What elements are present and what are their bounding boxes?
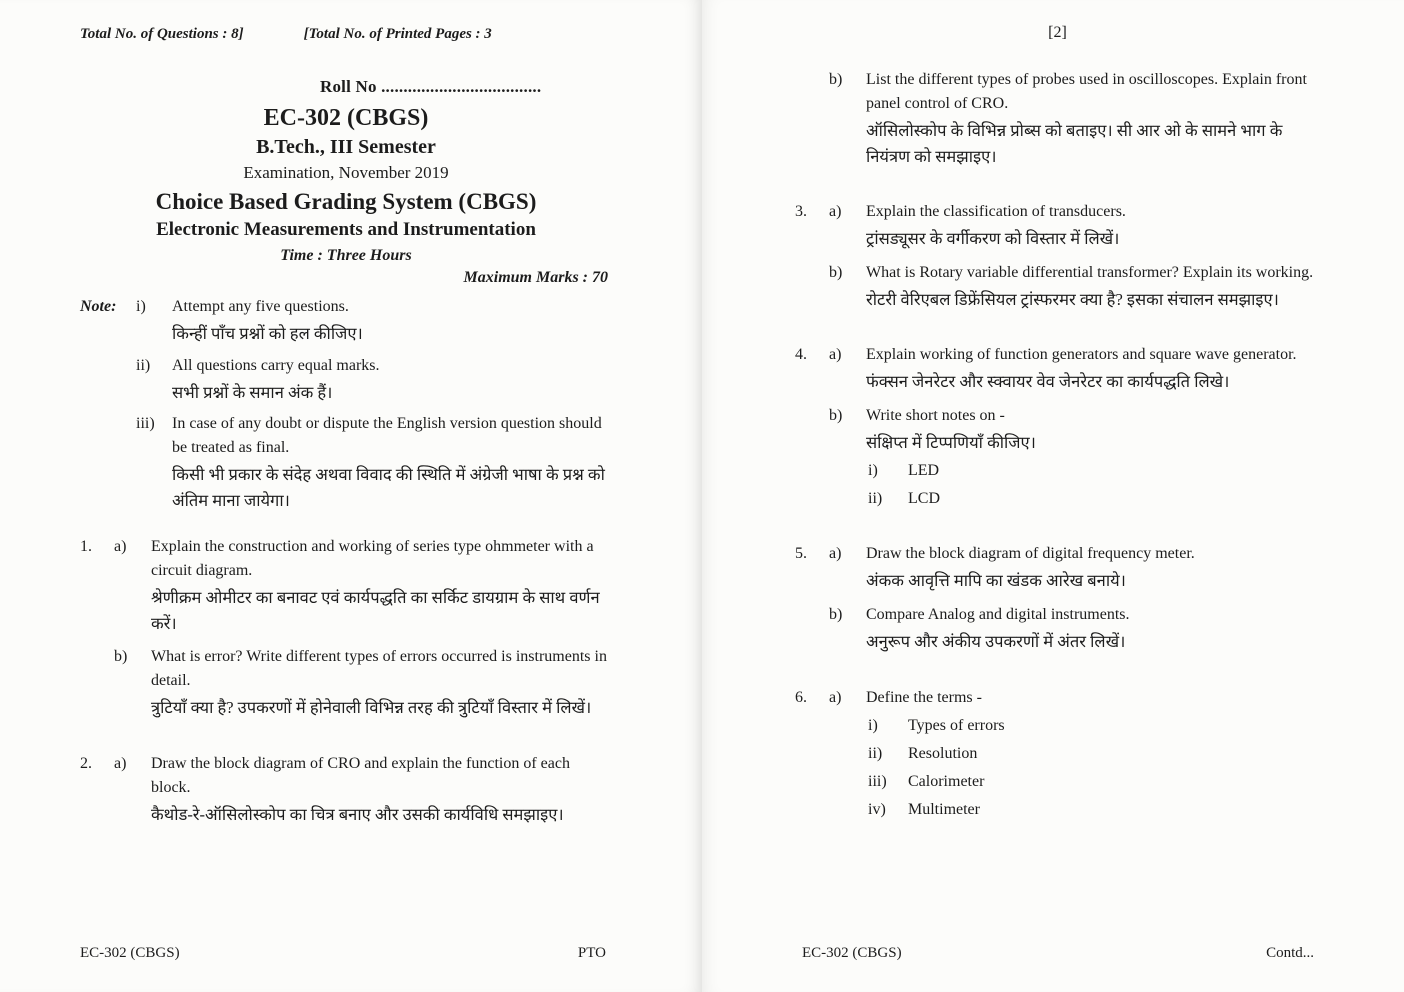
total-printed-pages-label: [Total No. of Printed Pages : 3 [303, 26, 492, 42]
question-text-hi: कैथोड-रे-ऑसिलोस्कोप का चित्र बनाए और उसकी कार्यविधि समझाइए। [151, 804, 564, 824]
sub-item [866, 798, 1320, 822]
question-3 [795, 200, 1320, 321]
part-letter: b) [829, 263, 843, 281]
question-text-en: List the different types of probes used in oscilloscopes. Explain front panel control of CRO. [866, 71, 1307, 112]
question-number: 5. [795, 545, 807, 563]
sub-item-number: iii) [868, 772, 887, 790]
sub-items [866, 714, 1320, 822]
sub-item-number: i) [868, 716, 878, 734]
footer-pto: PTO [577, 945, 606, 961]
question-number: 3. [795, 203, 807, 221]
part-letter: a) [829, 545, 842, 563]
question-text-en: Define the terms - [866, 688, 982, 706]
part-letter: b) [829, 605, 843, 623]
question-2 [80, 752, 612, 837]
question-text-hi: अनुरूप और अंकीय उपकरणों में अंतर लिखें। [866, 631, 1126, 651]
grading-scheme: Choice Based Grading System (CBGS) [155, 189, 537, 214]
sub-item-text: Types of errors [908, 716, 1005, 734]
total-questions-label: Total No. of Questions : 8] [80, 26, 244, 42]
question-part-a [829, 343, 1320, 395]
question-6 [795, 686, 1320, 831]
part-letter: a) [829, 688, 842, 706]
question-part-b [829, 404, 1320, 512]
question-part-b [114, 645, 612, 721]
exam-session: Examination, November 2019 [243, 163, 449, 182]
question-part-a [114, 535, 612, 636]
footer-paper-code: EC-302 (CBGS) [802, 945, 902, 961]
sub-item-text: LCD [908, 490, 940, 508]
question-text-en: Write short notes on - [866, 406, 1005, 424]
note-text-en: All questions carry equal marks. [172, 356, 380, 374]
question-number: 4. [795, 346, 807, 364]
question-1 [80, 535, 612, 730]
question-text-hi: श्रेणीक्रम ओमीटर का बनावट एवं कार्यपद्धति का सर्किट डायग्राम के साथ वर्णन करें। [151, 588, 600, 633]
question-part-a [829, 200, 1320, 252]
note-section [80, 295, 612, 513]
page1-footer [0, 945, 702, 962]
question-text-en: What is error? Write different types of errors occurred is instruments in detail. [151, 648, 607, 690]
sub-item-number: ii) [868, 490, 883, 508]
part-letter: a) [114, 538, 127, 556]
part-letter: a) [829, 203, 842, 221]
part-letter: b) [829, 71, 843, 88]
part-letter: a) [114, 754, 127, 772]
question-text-hi: फंक्सन जेनरेटर और स्क्वायर वेव जेनरेटर का कार्यपद्धति लिखे। [866, 372, 1230, 392]
page-2 [702, 0, 1404, 992]
note-label: Note: [80, 298, 117, 315]
question-number-spacer [795, 68, 829, 178]
question-part-a [829, 686, 1320, 822]
sub-item [866, 487, 1320, 511]
sub-item [866, 459, 1320, 483]
question-part-b [829, 68, 1320, 169]
page2-footer [702, 945, 1404, 962]
note-item-number: ii) [136, 356, 151, 374]
question-text-en: Draw the block diagram of digital frequency meter. [866, 545, 1195, 563]
question-text-en: Explain the classification of transducers. [866, 203, 1126, 221]
question-part-a [114, 752, 612, 828]
note-text-hi: किन्हीं पाँच प्रश्नों को हल कीजिए। [172, 324, 363, 343]
note-text-hi: किसी भी प्रकार के संदेह अथवा विवाद की स्थिति में अंग्रेजी भाषा के प्रश्न को अंतिम माना जायेगा। [172, 465, 605, 510]
note-item [136, 295, 612, 347]
sub-item-text: Resolution [908, 744, 978, 762]
sub-item-number: iv) [868, 800, 886, 818]
sub-item-text: Calorimeter [908, 772, 985, 790]
question-text-hi: ऑसिलोस्कोप के विभिन्न प्रोब्स को बताइए। सी आर ओ के सामने भाग के नियंत्रण को समझाइए। [866, 121, 1283, 166]
time-allowed: Time : Three Hours [280, 247, 412, 264]
page1-header [80, 26, 612, 43]
part-letter: b) [829, 406, 843, 424]
question-text-hi: त्रुटियाँ क्या है? उपकरणों में होनेवाली विभिन्न तरह की त्रुटियाँ विस्तार में लिखें। [151, 698, 592, 718]
question-text-en: What is Rotary variable differential transformer? Explain its working. [866, 263, 1314, 281]
part-letter: a) [829, 346, 842, 364]
course-semester: B.Tech., III Semester [256, 136, 436, 158]
question-text-en: Compare Analog and digital instruments. [866, 605, 1130, 623]
question-text-en: Draw the block diagram of CRO and explain the function of each block. [151, 754, 570, 796]
note-text-en: Attempt any five questions. [172, 298, 349, 315]
sub-item [866, 770, 1320, 794]
question-number: 1. [80, 538, 92, 556]
maximum-marks: Maximum Marks : 70 [463, 269, 608, 286]
note-item [136, 354, 612, 406]
sub-item [866, 714, 1320, 738]
note-item-number: i) [136, 298, 146, 315]
question-part-a [829, 542, 1320, 594]
question-5 [795, 542, 1320, 663]
sub-item-number: i) [868, 462, 878, 480]
footer-contd: Contd... [1266, 945, 1314, 961]
question-text-en: Explain the construction and working of series type ohmmeter with a circuit diagram. [151, 538, 594, 580]
question-part-b [829, 603, 1320, 655]
sub-items [866, 459, 1320, 511]
note-item-number: iii) [136, 415, 155, 433]
paper-code: EC-302 (CBGS) [263, 105, 429, 131]
title-block [80, 105, 612, 265]
question-text-hi: अंकक आवृत्ति मापि का खंडक आरेख बनाये। [866, 571, 1126, 591]
note-item [136, 412, 612, 513]
note-text-en: In case of any doubt or dispute the English version question should be treated as final. [172, 415, 602, 457]
footer-paper-code: EC-302 (CBGS) [80, 945, 180, 961]
question-4 [795, 343, 1320, 520]
question-2-continued [795, 68, 1320, 178]
question-number: 6. [795, 688, 807, 706]
question-number: 2. [80, 754, 92, 772]
question-text-hi: रोटरी वेरिएबल डिफ्रेंसियल ट्रांस्फरमर क्या है? इसका संचालन समझाइए। [866, 289, 1279, 309]
question-part-b [829, 261, 1320, 313]
subject-title: Electronic Measurements and Instrumentation [156, 219, 536, 240]
sub-item [866, 742, 1320, 766]
note-text-hi: सभी प्रश्नों के समान अंक हैं। [172, 382, 333, 402]
sub-item-number: ii) [868, 744, 883, 762]
roll-no-line: Roll No .................................... [320, 77, 542, 96]
sub-item-text: Multimeter [908, 800, 980, 818]
question-text-hi: संक्षिप्त में टिप्पणियाँ कीजिए। [866, 432, 1036, 452]
question-text-hi: ट्रांसड्यूसर के वर्गीकरण को विस्तार में लिखें। [866, 229, 1120, 249]
part-letter: b) [114, 648, 128, 666]
page-number: [2] [1048, 24, 1067, 41]
question-text-en: Explain working of function generators and square wave generator. [866, 346, 1297, 364]
sub-item-text: LED [908, 462, 940, 480]
